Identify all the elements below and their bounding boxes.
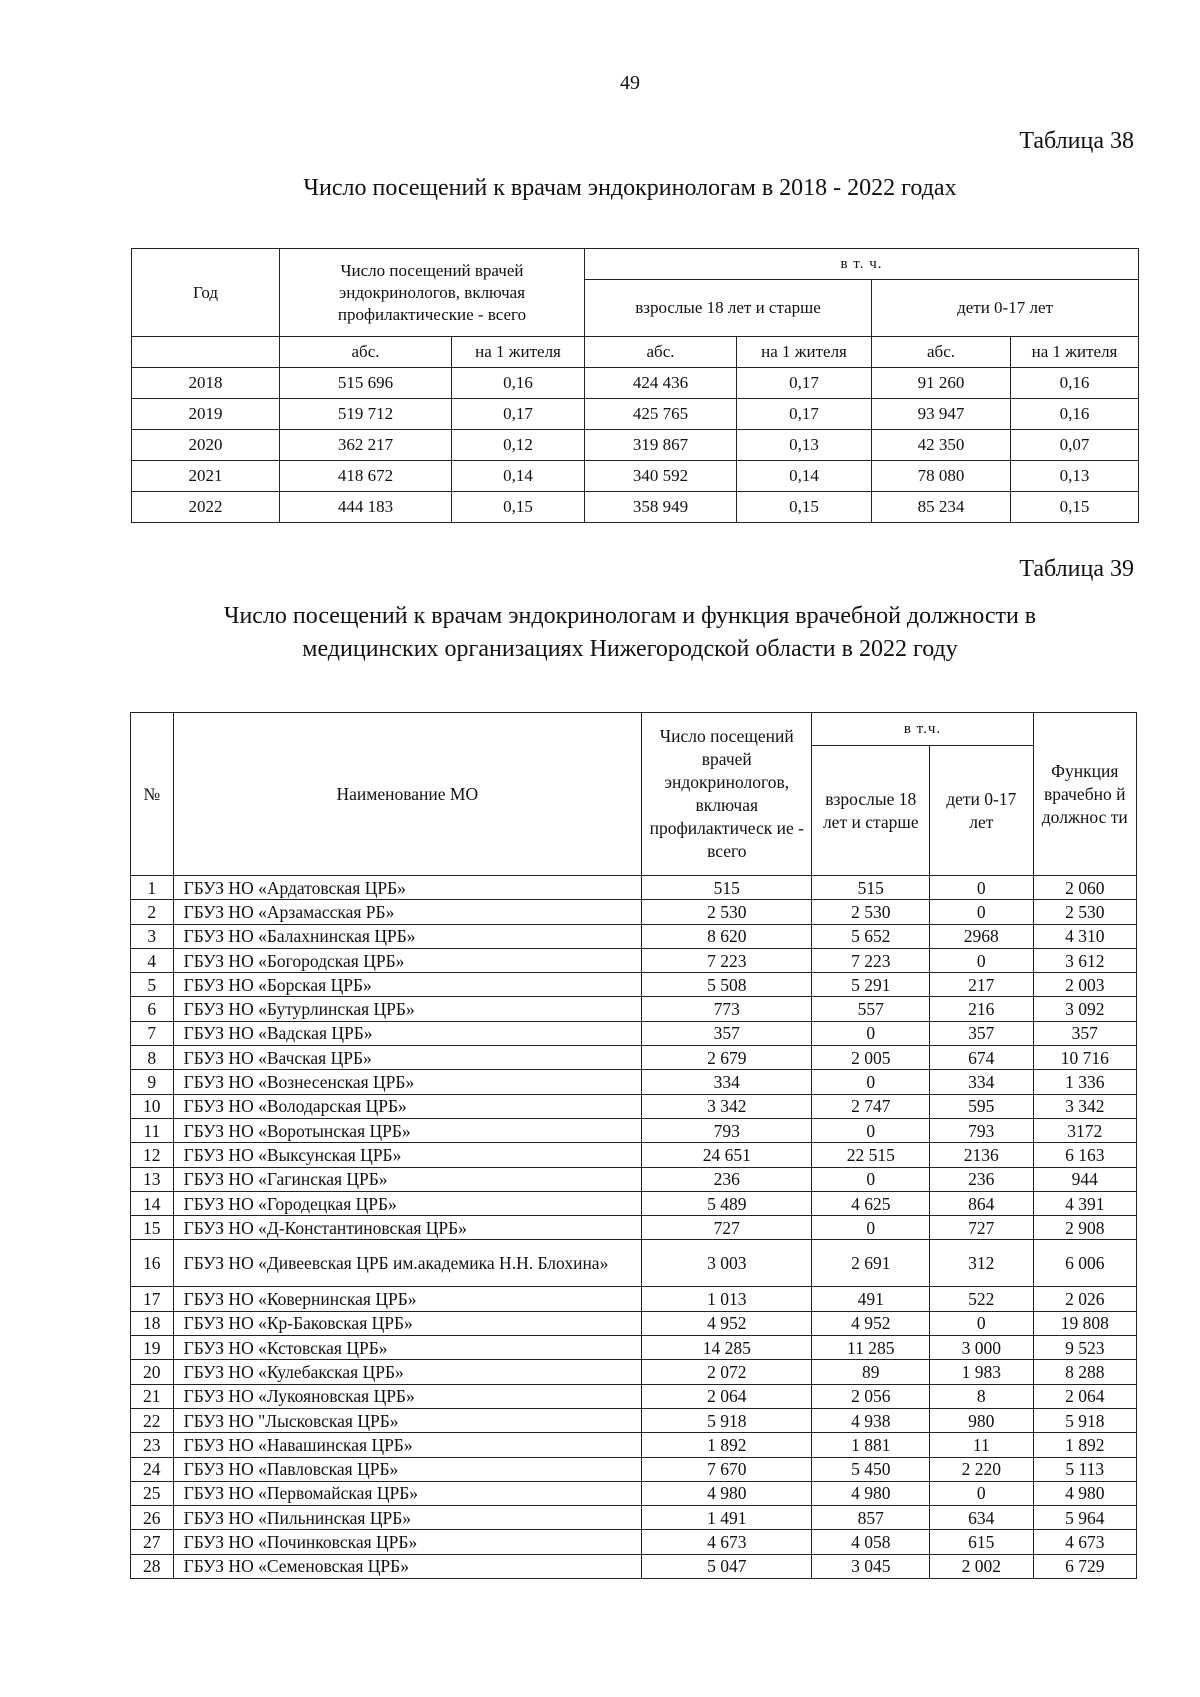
t39-row (131, 1216, 1137, 1240)
t39-cell-num: 24 (131, 1457, 174, 1481)
t39-cell-name: ГБУЗ НО «Вознесенская ЦРБ» (173, 1070, 642, 1094)
t39-cell-function: 8 288 (1033, 1360, 1136, 1384)
t39-cell-name: ГБУЗ НО «Выксунская ЦРБ» (173, 1143, 642, 1167)
t38-cell-year: 2022 (132, 492, 280, 523)
t38-row (132, 368, 1139, 399)
t39-cell-children: 8 (930, 1384, 1033, 1408)
table39 (130, 712, 1137, 1579)
t39-cell-adults: 4 938 (812, 1408, 930, 1432)
t39-cell-function: 6 163 (1033, 1143, 1136, 1167)
t38-cell-children-abs: 93 947 (872, 399, 1011, 430)
t39-cell-children: 236 (930, 1167, 1033, 1191)
t39-row (131, 1433, 1137, 1457)
t39-row (131, 1506, 1137, 1530)
t39-cell-total: 1 013 (642, 1287, 812, 1311)
t39-cell-adults: 89 (812, 1360, 930, 1384)
t39-header-num: № (131, 713, 174, 876)
t38-cell-total-abs: 362 217 (280, 430, 452, 461)
t39-cell-name: ГБУЗ НО «Вадская ЦРБ» (173, 1021, 642, 1045)
t38-header-abs: абс. (280, 337, 452, 368)
t39-header-children: дети 0-17 лет (930, 746, 1033, 876)
t39-cell-name: ГБУЗ НО «Бутурлинская ЦРБ» (173, 997, 642, 1021)
t39-cell-adults: 2 747 (812, 1094, 930, 1118)
t39-cell-adults: 857 (812, 1506, 930, 1530)
t39-cell-children: 615 (930, 1530, 1033, 1554)
t39-cell-total: 8 620 (642, 924, 812, 948)
t39-cell-children: 793 (930, 1118, 1033, 1142)
t38-row (132, 399, 1139, 430)
t39-cell-total: 357 (642, 1021, 812, 1045)
t38-row (132, 430, 1139, 461)
t39-row (131, 1070, 1137, 1094)
t39-cell-adults: 4 625 (812, 1191, 930, 1215)
t39-row (131, 1191, 1137, 1215)
t39-cell-num: 8 (131, 1046, 174, 1070)
t39-cell-children: 334 (930, 1070, 1033, 1094)
t39-cell-children: 0 (930, 900, 1033, 924)
t39-cell-function: 357 (1033, 1021, 1136, 1045)
t39-cell-adults: 11 285 (812, 1336, 930, 1360)
t38-cell-year: 2019 (132, 399, 280, 430)
t38-cell-children-per-capita: 0,15 (1011, 492, 1139, 523)
t39-cell-total: 4 980 (642, 1481, 812, 1505)
t39-cell-children: 357 (930, 1021, 1033, 1045)
t39-cell-function: 2 908 (1033, 1216, 1136, 1240)
t39-cell-name: ГБУЗ НО «Борская ЦРБ» (173, 973, 642, 997)
t39-cell-num: 11 (131, 1118, 174, 1142)
t39-cell-adults: 4 980 (812, 1481, 930, 1505)
t39-cell-children: 727 (930, 1216, 1033, 1240)
t39-cell-function: 3 612 (1033, 948, 1136, 972)
t39-cell-children: 3 000 (930, 1336, 1033, 1360)
t39-row (131, 948, 1137, 972)
t39-cell-name: ГБУЗ НО «Гагинская ЦРБ» (173, 1167, 642, 1191)
t39-header-total: Число посещений врачей эндокринологов, включая профилактическ ие - всего (642, 713, 812, 876)
t39-cell-adults: 5 450 (812, 1457, 930, 1481)
t39-cell-adults: 4 952 (812, 1311, 930, 1335)
t39-cell-num: 3 (131, 924, 174, 948)
t38-cell-children-abs: 42 350 (872, 430, 1011, 461)
t39-cell-total: 1 892 (642, 1433, 812, 1457)
t39-cell-total: 2 530 (642, 900, 812, 924)
t39-cell-adults: 7 223 (812, 948, 930, 972)
t39-cell-function: 2 530 (1033, 900, 1136, 924)
t38-header-children: дети 0-17 лет (872, 280, 1139, 337)
t39-cell-num: 13 (131, 1167, 174, 1191)
table39-caption: Таблица 39 (1019, 556, 1134, 582)
t38-header-year: Год (132, 249, 280, 337)
t39-row (131, 1336, 1137, 1360)
t39-cell-function: 4 980 (1033, 1481, 1136, 1505)
t39-cell-function: 2 026 (1033, 1287, 1136, 1311)
t39-row (131, 1143, 1137, 1167)
t39-cell-function: 5 964 (1033, 1506, 1136, 1530)
t39-cell-total: 5 508 (642, 973, 812, 997)
t38-header-total: Число посещений врачей эндокринологов, включая профилактические - всего (280, 249, 585, 337)
t38-header-abs: абс. (872, 337, 1011, 368)
page-number: 49 (620, 72, 640, 94)
t39-cell-total: 2 072 (642, 1360, 812, 1384)
t39-row (131, 973, 1137, 997)
t39-cell-name: ГБУЗ НО «Кстовская ЦРБ» (173, 1336, 642, 1360)
t38-cell-children-abs: 85 234 (872, 492, 1011, 523)
t39-row (131, 1554, 1137, 1578)
t39-row (131, 1094, 1137, 1118)
t39-cell-name: ГБУЗ НО «Арзамасская РБ» (173, 900, 642, 924)
t39-cell-function: 4 673 (1033, 1530, 1136, 1554)
t39-cell-adults: 0 (812, 1021, 930, 1045)
t39-cell-total: 793 (642, 1118, 812, 1142)
t39-cell-function: 9 523 (1033, 1336, 1136, 1360)
t38-cell-adults-per-capita: 0,17 (737, 368, 872, 399)
t39-cell-name: ГБУЗ НО «Починковская ЦРБ» (173, 1530, 642, 1554)
t39-cell-num: 19 (131, 1336, 174, 1360)
t39-cell-children: 2968 (930, 924, 1033, 948)
t38-cell-total-per-capita: 0,12 (452, 430, 585, 461)
t39-row (131, 900, 1137, 924)
t39-cell-children: 864 (930, 1191, 1033, 1215)
t39-cell-name: ГБУЗ НО «Володарская ЦРБ» (173, 1094, 642, 1118)
t38-cell-year: 2018 (132, 368, 280, 399)
t39-cell-children: 0 (930, 1311, 1033, 1335)
t39-cell-function: 5 918 (1033, 1408, 1136, 1432)
t39-cell-function: 2 060 (1033, 876, 1136, 900)
t39-cell-function: 1 892 (1033, 1433, 1136, 1457)
t38-cell-adults-abs: 358 949 (585, 492, 737, 523)
t38-cell-children-per-capita: 0,13 (1011, 461, 1139, 492)
t38-header-including: в т. ч. (585, 249, 1139, 280)
t39-header-name: Наименование МО (173, 713, 642, 876)
t39-cell-adults: 0 (812, 1167, 930, 1191)
t39-cell-adults: 3 045 (812, 1554, 930, 1578)
t39-cell-adults: 1 881 (812, 1433, 930, 1457)
t39-cell-function: 4 310 (1033, 924, 1136, 948)
t39-cell-name: ГБУЗ НО «Навашинская ЦРБ» (173, 1433, 642, 1457)
t39-cell-function: 944 (1033, 1167, 1136, 1191)
t39-header-function: Функция врачебно й должнос ти (1033, 713, 1136, 876)
t39-cell-function: 2 064 (1033, 1384, 1136, 1408)
t38-header-per-capita: на 1 жителя (1011, 337, 1139, 368)
t39-cell-total: 727 (642, 1216, 812, 1240)
t39-cell-function: 1 336 (1033, 1070, 1136, 1094)
t39-cell-num: 6 (131, 997, 174, 1021)
t39-header-adults: взрослые 18 лет и старше (812, 746, 930, 876)
t39-row (131, 1046, 1137, 1070)
table38-caption: Таблица 38 (1019, 128, 1134, 154)
table38 (131, 248, 1139, 523)
table39-title-line2: медицинских организациях Нижегородской области в 2022 году (302, 636, 958, 662)
t38-cell-total-per-capita: 0,14 (452, 461, 585, 492)
t39-cell-total: 4 952 (642, 1311, 812, 1335)
t39-row (131, 924, 1137, 948)
t39-cell-function: 6 006 (1033, 1240, 1136, 1287)
t39-cell-function: 10 716 (1033, 1046, 1136, 1070)
t39-cell-name: ГБУЗ НО «Городецкая ЦРБ» (173, 1191, 642, 1215)
t39-cell-num: 16 (131, 1240, 174, 1287)
t39-cell-children: 522 (930, 1287, 1033, 1311)
t39-cell-function: 5 113 (1033, 1457, 1136, 1481)
t39-cell-name: ГБУЗ НО «Вачская ЦРБ» (173, 1046, 642, 1070)
table39-title (130, 600, 1130, 666)
t39-cell-total: 236 (642, 1167, 812, 1191)
t39-cell-children: 0 (930, 948, 1033, 972)
t39-cell-function: 4 391 (1033, 1191, 1136, 1215)
t39-cell-num: 27 (131, 1530, 174, 1554)
t38-cell-adults-per-capita: 0,17 (737, 399, 872, 430)
t39-cell-total: 3 342 (642, 1094, 812, 1118)
t39-cell-total: 334 (642, 1070, 812, 1094)
t39-cell-adults: 2 056 (812, 1384, 930, 1408)
t39-row (131, 1240, 1137, 1287)
t39-cell-num: 4 (131, 948, 174, 972)
t38-row (132, 461, 1139, 492)
t38-cell-total-abs: 515 696 (280, 368, 452, 399)
t38-cell-adults-abs: 319 867 (585, 430, 737, 461)
t39-cell-children: 2 220 (930, 1457, 1033, 1481)
t39-cell-num: 12 (131, 1143, 174, 1167)
t39-cell-total: 4 673 (642, 1530, 812, 1554)
t39-cell-adults: 0 (812, 1118, 930, 1142)
t39-cell-children: 217 (930, 973, 1033, 997)
t39-cell-name: ГБУЗ НО «Кулебакская ЦРБ» (173, 1360, 642, 1384)
t39-cell-name: ГБУЗ НО «Кр-Баковская ЦРБ» (173, 1311, 642, 1335)
t39-cell-adults: 4 058 (812, 1530, 930, 1554)
t39-cell-num: 9 (131, 1070, 174, 1094)
t39-cell-name: ГБУЗ НО «Ковернинская ЦРБ» (173, 1287, 642, 1311)
t39-cell-name: ГБУЗ НО «Дивеевская ЦРБ им.академика Н.Н. Блохина» (173, 1240, 642, 1287)
t39-cell-children: 980 (930, 1408, 1033, 1432)
t39-cell-children: 0 (930, 876, 1033, 900)
t39-row (131, 1021, 1137, 1045)
t39-cell-num: 2 (131, 900, 174, 924)
t39-row (131, 1311, 1137, 1335)
t39-cell-num: 21 (131, 1384, 174, 1408)
t39-cell-children: 595 (930, 1094, 1033, 1118)
t39-cell-total: 24 651 (642, 1143, 812, 1167)
t39-cell-num: 23 (131, 1433, 174, 1457)
t39-cell-total: 515 (642, 876, 812, 900)
t39-cell-function: 3 342 (1033, 1094, 1136, 1118)
t39-row (131, 1118, 1137, 1142)
t39-cell-children: 11 (930, 1433, 1033, 1457)
t38-cell-adults-abs: 425 765 (585, 399, 737, 430)
t38-cell-year: 2021 (132, 461, 280, 492)
t39-cell-total: 773 (642, 997, 812, 1021)
t39-cell-adults: 5 652 (812, 924, 930, 948)
t39-cell-total: 3 003 (642, 1240, 812, 1287)
t39-cell-adults: 0 (812, 1216, 930, 1240)
t39-cell-name: ГБУЗ НО «Ардатовская ЦРБ» (173, 876, 642, 900)
t39-cell-name: ГБУЗ НО «Первомайская ЦРБ» (173, 1481, 642, 1505)
t38-header-per-capita: на 1 жителя (452, 337, 585, 368)
t38-row (132, 492, 1139, 523)
t39-cell-total: 14 285 (642, 1336, 812, 1360)
t38-header-per-capita: на 1 жителя (737, 337, 872, 368)
t39-cell-children: 216 (930, 997, 1033, 1021)
t38-header-empty (132, 337, 280, 368)
t39-cell-function: 3 092 (1033, 997, 1136, 1021)
t38-cell-adults-per-capita: 0,13 (737, 430, 872, 461)
t39-cell-children: 2136 (930, 1143, 1033, 1167)
t39-cell-function: 2 003 (1033, 973, 1136, 997)
t38-cell-year: 2020 (132, 430, 280, 461)
table38-title: Число посещений к врачам эндокринологам в 2018 - 2022 годах (303, 175, 957, 201)
t39-cell-num: 7 (131, 1021, 174, 1045)
t38-cell-children-per-capita: 0,16 (1011, 368, 1139, 399)
t39-cell-total: 7 223 (642, 948, 812, 972)
t39-cell-adults: 491 (812, 1287, 930, 1311)
t39-cell-name: ГБУЗ НО "Лысковская ЦРБ» (173, 1408, 642, 1432)
t39-cell-total: 2 679 (642, 1046, 812, 1070)
t39-cell-function: 3172 (1033, 1118, 1136, 1142)
t39-cell-num: 18 (131, 1311, 174, 1335)
t38-cell-total-abs: 519 712 (280, 399, 452, 430)
t39-cell-name: ГБУЗ НО «Пильнинская ЦРБ» (173, 1506, 642, 1530)
t38-cell-children-abs: 78 080 (872, 461, 1011, 492)
t39-cell-children: 2 002 (930, 1554, 1033, 1578)
t39-cell-num: 15 (131, 1216, 174, 1240)
t39-row (131, 876, 1137, 900)
t39-row (131, 1481, 1137, 1505)
t39-cell-children: 674 (930, 1046, 1033, 1070)
t39-cell-adults: 0 (812, 1070, 930, 1094)
t39-cell-function: 6 729 (1033, 1554, 1136, 1578)
t39-row (131, 1287, 1137, 1311)
t39-cell-children: 312 (930, 1240, 1033, 1287)
t38-cell-total-abs: 444 183 (280, 492, 452, 523)
t38-cell-adults-abs: 340 592 (585, 461, 737, 492)
t39-cell-total: 5 489 (642, 1191, 812, 1215)
t39-row (131, 997, 1137, 1021)
t39-row (131, 1384, 1137, 1408)
t39-cell-total: 5 047 (642, 1554, 812, 1578)
t38-cell-total-abs: 418 672 (280, 461, 452, 492)
t39-cell-num: 17 (131, 1287, 174, 1311)
t39-row (131, 1360, 1137, 1384)
t38-cell-children-per-capita: 0,07 (1011, 430, 1139, 461)
t38-cell-adults-per-capita: 0,15 (737, 492, 872, 523)
t39-cell-children: 1 983 (930, 1360, 1033, 1384)
t38-cell-adults-per-capita: 0,14 (737, 461, 872, 492)
t39-cell-num: 5 (131, 973, 174, 997)
t39-cell-num: 22 (131, 1408, 174, 1432)
t39-cell-total: 5 918 (642, 1408, 812, 1432)
t39-cell-num: 14 (131, 1191, 174, 1215)
t39-cell-num: 26 (131, 1506, 174, 1530)
t38-cell-children-abs: 91 260 (872, 368, 1011, 399)
t39-cell-name: ГБУЗ НО «Балахнинская ЦРБ» (173, 924, 642, 948)
t38-header-abs: абс. (585, 337, 737, 368)
t39-cell-adults: 2 005 (812, 1046, 930, 1070)
t39-cell-adults: 5 291 (812, 973, 930, 997)
t39-cell-children: 634 (930, 1506, 1033, 1530)
t39-cell-adults: 2 691 (812, 1240, 930, 1287)
t38-cell-adults-abs: 424 436 (585, 368, 737, 399)
t39-cell-total: 2 064 (642, 1384, 812, 1408)
t39-cell-adults: 557 (812, 997, 930, 1021)
t39-cell-name: ГБУЗ НО «Воротынская ЦРБ» (173, 1118, 642, 1142)
t38-cell-total-per-capita: 0,17 (452, 399, 585, 430)
t39-cell-name: ГБУЗ НО «Павловская ЦРБ» (173, 1457, 642, 1481)
t39-cell-children: 0 (930, 1481, 1033, 1505)
table39-title-line1: Число посещений к врачам эндокринологам и функция врачебной должности в (223, 603, 1037, 629)
t39-cell-name: ГБУЗ НО «Семеновская ЦРБ» (173, 1554, 642, 1578)
t39-cell-name: ГБУЗ НО «Лукояновская ЦРБ» (173, 1384, 642, 1408)
t39-cell-adults: 515 (812, 876, 930, 900)
t39-cell-total: 7 670 (642, 1457, 812, 1481)
t38-cell-children-per-capita: 0,16 (1011, 399, 1139, 430)
t38-cell-total-per-capita: 0,15 (452, 492, 585, 523)
t39-cell-num: 25 (131, 1481, 174, 1505)
t39-cell-total: 1 491 (642, 1506, 812, 1530)
t39-header-including: в т.ч. (812, 713, 1033, 746)
t39-row (131, 1457, 1137, 1481)
t39-row (131, 1408, 1137, 1432)
t39-cell-name: ГБУЗ НО «Богородская ЦРБ» (173, 948, 642, 972)
t39-row (131, 1167, 1137, 1191)
t38-header-adults: взрослые 18 лет и старше (585, 280, 872, 337)
t39-cell-adults: 2 530 (812, 900, 930, 924)
t39-cell-adults: 22 515 (812, 1143, 930, 1167)
t39-cell-name: ГБУЗ НО «Д-Константиновская ЦРБ» (173, 1216, 642, 1240)
t38-cell-total-per-capita: 0,16 (452, 368, 585, 399)
t39-cell-num: 10 (131, 1094, 174, 1118)
t39-cell-num: 28 (131, 1554, 174, 1578)
t39-cell-num: 1 (131, 876, 174, 900)
t39-row (131, 1530, 1137, 1554)
t39-cell-num: 20 (131, 1360, 174, 1384)
t39-cell-function: 19 808 (1033, 1311, 1136, 1335)
